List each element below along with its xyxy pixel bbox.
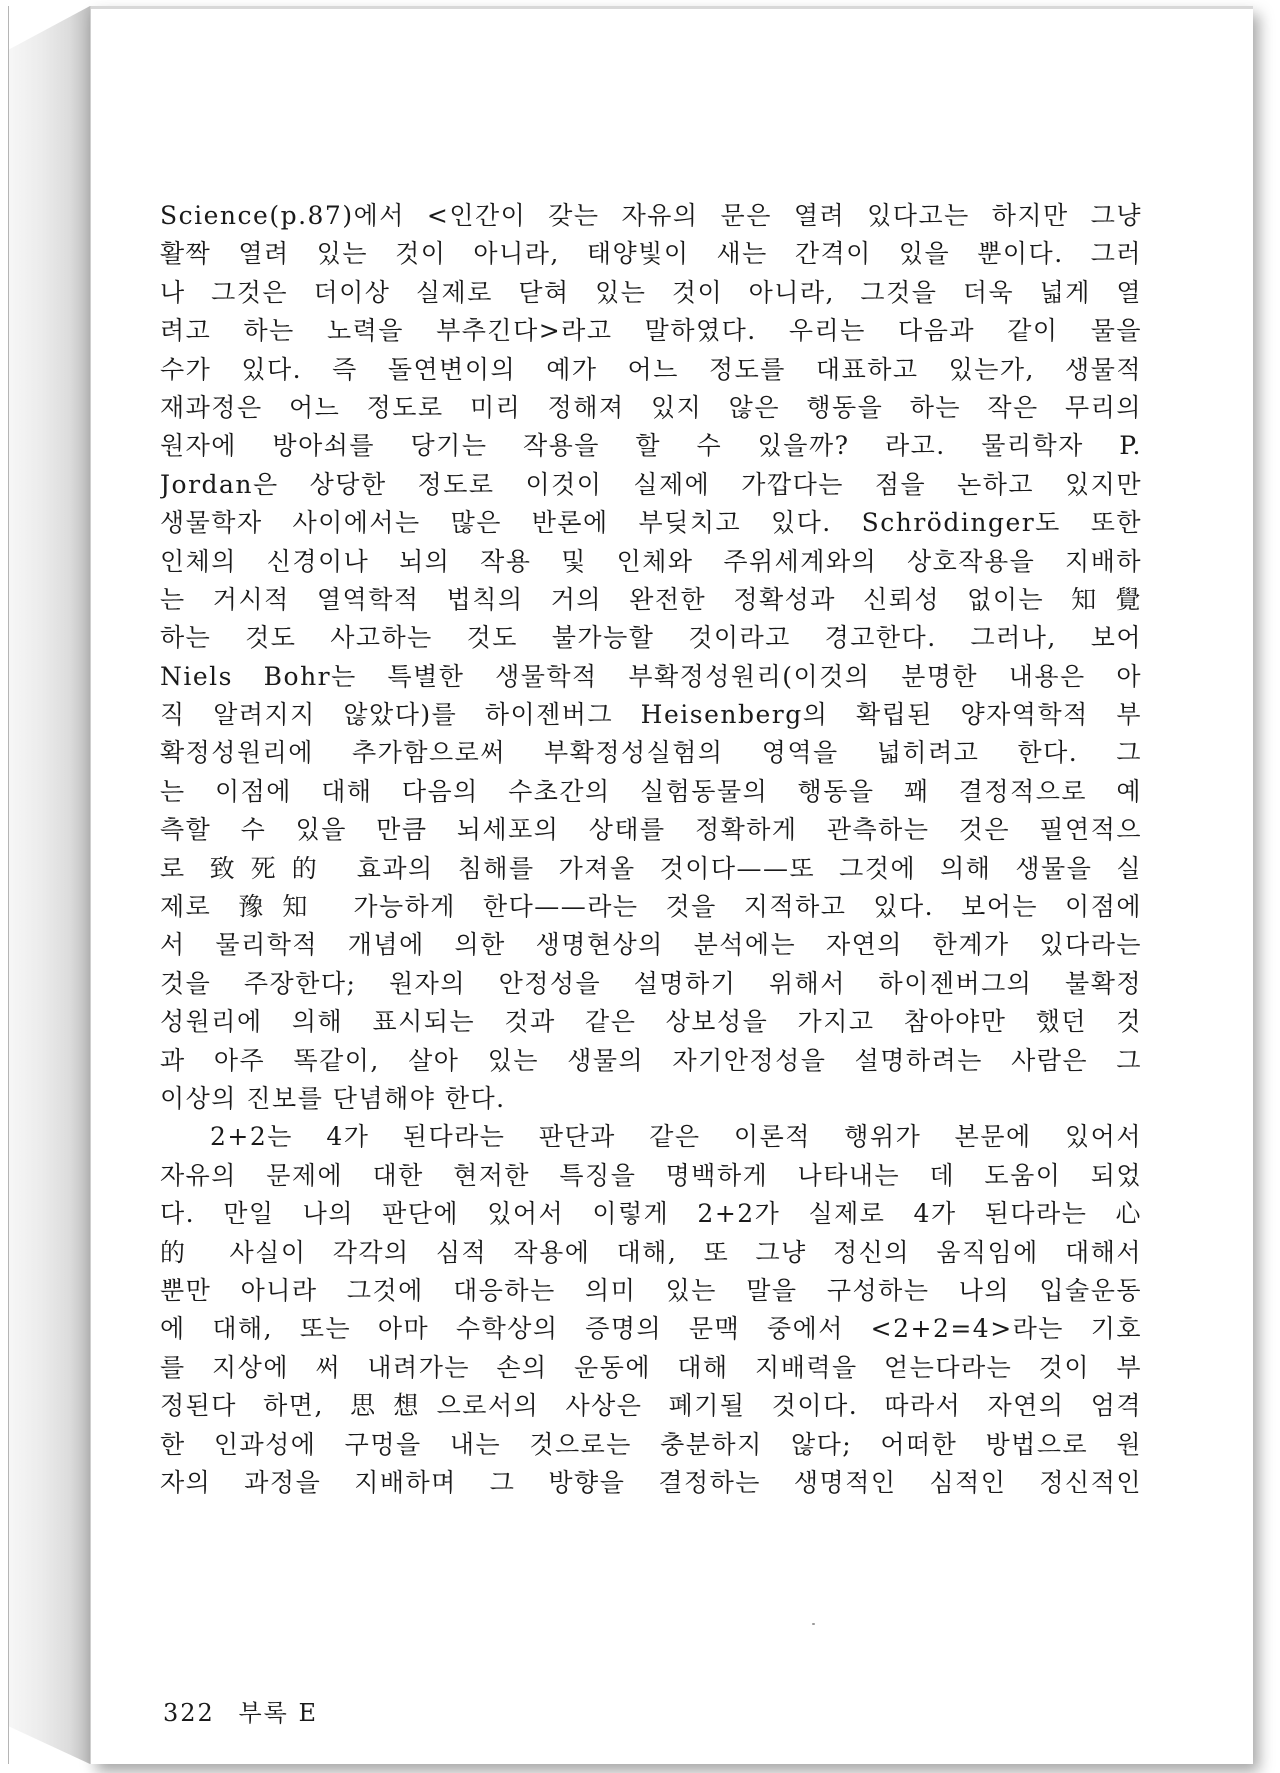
text-line: 자유의 문제에 대한 현저한 특징을 명백하게 나타내는 데 도움이 되었: [160, 1160, 1142, 1190]
text-line: 하는 것도 사고하는 것도 불가능할 것이라고 경고한다. 그러나, 보어: [160, 623, 1142, 653]
text-line: 나 그것은 더이상 실제로 닫혀 있는 것이 아니라, 그것을 더욱 넓게 열: [160, 277, 1142, 307]
text-line: 를 지상에 써 내려가는 손의 운동에 대해 지배력을 얻는다라는 것이 부: [160, 1352, 1142, 1382]
text-line: 이상의 진보를 단념해야 한다.: [160, 1083, 506, 1113]
text-line: 다. 만일 나의 판단에 있어서 이렇게 2+2가 실제로 4가 된다라는 心: [160, 1199, 1142, 1229]
text-line: 로 致死的 효과의 침해를 가져올 것이다——또 그것에 의해 생물을 실: [160, 853, 1142, 883]
text-line: 수가 있다. 즉 돌연변이의 예가 어느 정도를 대표하고 있는가, 생물적: [160, 354, 1142, 384]
text-line: 정된다 하면, 思想으로서의 사상은 폐기될 것이다. 따라서 자연의 엄격: [160, 1391, 1142, 1421]
text-line: 자의 과정을 지배하며 그 방향을 결정하는 생명적인 심적인 정신적인: [160, 1467, 1142, 1497]
book-edge-outline: [8, 6, 91, 1764]
text-line: 원자에 방아쇠를 당기는 작용을 할 수 있을까? 라고. 물리학자 P.: [160, 431, 1142, 461]
body-text: [160, 197, 1142, 1502]
paragraph-2: [160, 1118, 1142, 1502]
page-top-edge: [91, 6, 1253, 9]
text-line: Jordan은 상당한 정도로 이것이 실제에 가깝다는 점을 논하고 있지만: [160, 469, 1142, 499]
text-line: Science(p.87)에서 <인간이 갖는 자유의 문은 열려 있다고는 하지만 그냥: [160, 201, 1142, 230]
text-line: 2+2는 4가 된다라는 판단과 같은 이론적 행위가 본문에 있어서: [210, 1122, 1142, 1152]
text-line: 것을 주장한다; 원자의 안정성을 설명하기 위해서 하이젠버그의 불확정: [160, 968, 1142, 998]
text-line: 재과정은 어느 정도로 미리 정해져 있지 않은 행동을 하는 작은 무리의: [160, 392, 1142, 422]
text-line: 확정성원리에 추가함으로써 부확정성실험의 영역을 넓히려고 한다. 그: [160, 738, 1142, 768]
text-line: 한 인과성에 구멍을 내는 것으로는 충분하지 않다; 어떠한 방법으로 원: [160, 1429, 1142, 1459]
print-speck: [812, 1623, 815, 1625]
text-line: Niels Bohr는 특별한 생물학적 부확정성원리(이것의 분명한 내용은 아: [160, 661, 1142, 691]
text-line: 활짝 열려 있는 것이 아니라, 태양빛이 새는 간격이 있을 뿐이다. 그러: [160, 239, 1142, 269]
text-line: 성원리에 의해 표시되는 것과 같은 상보성을 가지고 참아야만 했던 것: [160, 1007, 1142, 1037]
text-line: 직 알려지지 않았다)를 하이젠버그 Heisenberg의 확립된 양자역학적 부: [160, 700, 1142, 730]
text-line: 的 사실이 각각의 심적 작용에 대해, 또 그냥 정신의 움직임에 대해서: [160, 1237, 1142, 1267]
paragraph-1: [160, 197, 1142, 1118]
text-line: 는 거시적 열역학적 법칙의 거의 완전한 정확성과 신뢰성 없이는 知覺: [160, 584, 1142, 614]
section-label: 부록 E: [238, 1699, 318, 1727]
text-line: 에 대해, 또는 아마 수학상의 증명의 문맥 중에서 <2+2=4>라는 기호: [160, 1314, 1142, 1344]
text-line: 려고 하는 노력을 부추긴다>라고 말하였다. 우리는 다음과 같이 물을: [160, 316, 1142, 346]
text-line: 서 물리학적 개념에 의한 생명현상의 분석에는 자연의 한계가 있다라는: [160, 930, 1142, 960]
text-line: 과 아주 똑같이, 살아 있는 생물의 자기안정성을 설명하려는 사람은 그: [160, 1045, 1142, 1075]
text-line: 인체의 신경이나 뇌의 작용 및 인체와 주위세계와의 상호작용을 지배하: [160, 546, 1142, 576]
text-line: 측할 수 있을 만큼 뇌세포의 상태를 정확하게 관측하는 것은 필연적으: [160, 815, 1142, 845]
text-line: 생물학자 사이에서는 많은 반론에 부딪치고 있다. Schrödinger도 또한: [160, 508, 1142, 538]
page-number: 322: [163, 1699, 215, 1727]
text-line: 제로 豫知 가능하게 한다——라는 것을 지적하고 있다. 보어는 이점에: [160, 892, 1142, 922]
page-footer: [163, 1693, 318, 1728]
text-line: 는 이점에 대해 다음의 수초간의 실험동물의 행동을 꽤 결정적으로 예: [160, 776, 1142, 806]
text-line: 뿐만 아니라 그것에 대응하는 의미 있는 말을 구성하는 나의 입술운동: [160, 1275, 1142, 1305]
